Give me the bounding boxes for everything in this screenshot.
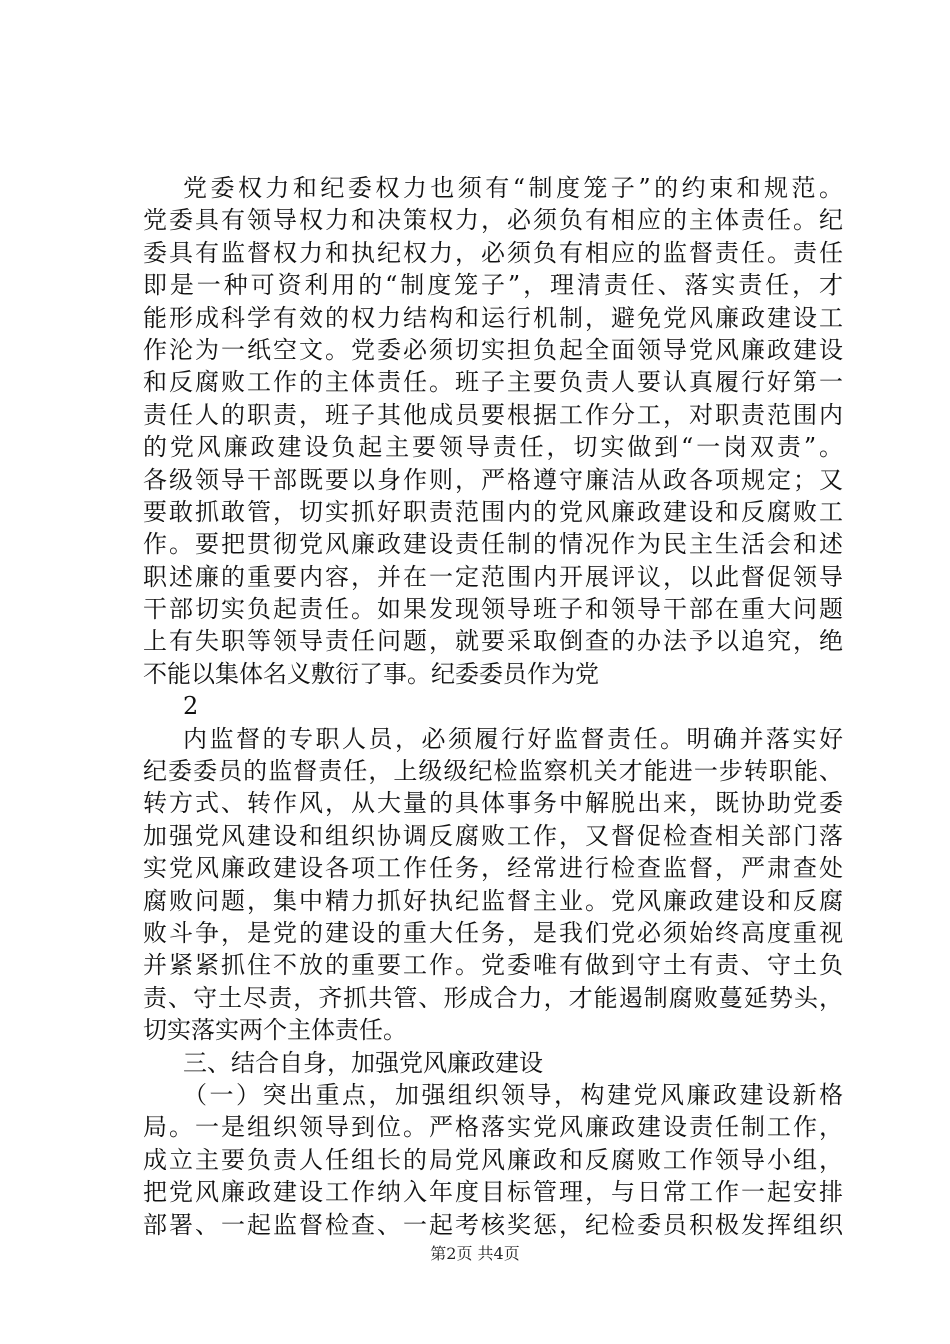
text-line: 能形成科学有效的权力结构和运行机制，避免党风廉政建设工 bbox=[143, 303, 843, 332]
text-line: 要敢抓敢管，切实抓好职责范围内的党风廉政建设和反腐败工 bbox=[143, 497, 843, 526]
text-line: 干部切实负起责任。如果发现领导班子和领导干部在重大问题 bbox=[143, 595, 843, 624]
text-line: 即是一种可资利用的“制度笼子”，理清责任、落实责任，才 bbox=[143, 271, 843, 300]
text-line: 局。一是组织领导到位。严格落实党风廉政建设责任制工作， bbox=[143, 1113, 843, 1142]
text-line: 和反腐败工作的主体责任。班子主要负责人要认真履行好第一 bbox=[143, 368, 843, 397]
text-line: 不能以集体名义敷衍了事。纪委委员作为党 bbox=[143, 659, 599, 688]
page-footer: 第2页 共4页 bbox=[430, 1244, 520, 1263]
text-line: 内监督的专职人员，必须履行好监督责任。明确并落实好 bbox=[183, 724, 843, 753]
text-line: 职述廉的重要内容，并在一定范围内开展评议，以此督促领导 bbox=[143, 562, 843, 591]
body-text bbox=[143, 172, 843, 1241]
text-line: 的党风廉政建设负起主要领导责任，切实做到“一岗双责”。 bbox=[143, 433, 843, 462]
text-line: 部署、一起监督检查、一起考核奖惩，纪检委员积极发挥组织 bbox=[143, 1210, 843, 1239]
text-line: 把党风廉政建设工作纳入年度目标管理，与日常工作一起安排 bbox=[143, 1178, 843, 1207]
text-line: 转方式、转作风，从大量的具体事务中解脱出来，既协助党委 bbox=[143, 789, 843, 818]
text-line: 责、守土尽责，齐抓共管、形成合力，才能遏制腐败蔓延势头， bbox=[143, 983, 843, 1012]
text-line: 实党风廉政建设各项工作任务，经常进行检查监督，严肃查处 bbox=[143, 854, 843, 883]
text-line: 作。要把贯彻党风廉政建设责任制的情况作为民主生活会和述 bbox=[143, 530, 843, 559]
text-line: 党委具有领导权力和决策权力，必须负有相应的主体责任。纪 bbox=[143, 206, 843, 235]
text-line: 并紧紧抓住不放的重要工作。党委唯有做到守土有责、守土负 bbox=[143, 951, 843, 980]
text-line: 各级领导干部既要以身作则，严格遵守廉洁从政各项规定；又 bbox=[143, 465, 843, 494]
text-line: 三、结合自身，加强党风廉政建设 bbox=[183, 1048, 543, 1077]
text-line: 党委权力和纪委权力也须有“制度笼子”的约束和规范。 bbox=[183, 174, 843, 202]
text-line: （一）突出重点，加强组织领导，构建党风廉政建设新格 bbox=[183, 1080, 843, 1109]
text-line: 成立主要负责人任组长的局党风廉政和反腐败工作领导小组， bbox=[143, 1145, 843, 1174]
text-line: 加强党风建设和组织协调反腐败工作，又督促检查相关部门落 bbox=[143, 821, 843, 850]
text-line: 败斗争，是党的建设的重大任务，是我们党必须始终高度重视 bbox=[143, 918, 843, 947]
text-line: 责任人的职责，班子其他成员要根据工作分工，对职责范围内 bbox=[143, 400, 843, 429]
text-line: 作沦为一纸空文。党委必须切实担负起全面领导党风廉政建设 bbox=[143, 335, 843, 364]
text-line: 切实落实两个主体责任。 bbox=[143, 1016, 407, 1045]
text-line: 纪委委员的监督责任，上级级纪检监察机关才能进一步转职能、 bbox=[143, 757, 843, 786]
text-line: 委具有监督权力和执纪权力，必须负有相应的监督责任。责任 bbox=[143, 238, 843, 267]
text-line: 上有失职等领导责任问题，就要采取倒查的办法予以追究，绝 bbox=[143, 627, 843, 656]
text-line: 腐败问题，集中精力抓好执纪监督主业。党风廉政建设和反腐 bbox=[143, 886, 843, 915]
text-line: 2 bbox=[183, 692, 199, 721]
